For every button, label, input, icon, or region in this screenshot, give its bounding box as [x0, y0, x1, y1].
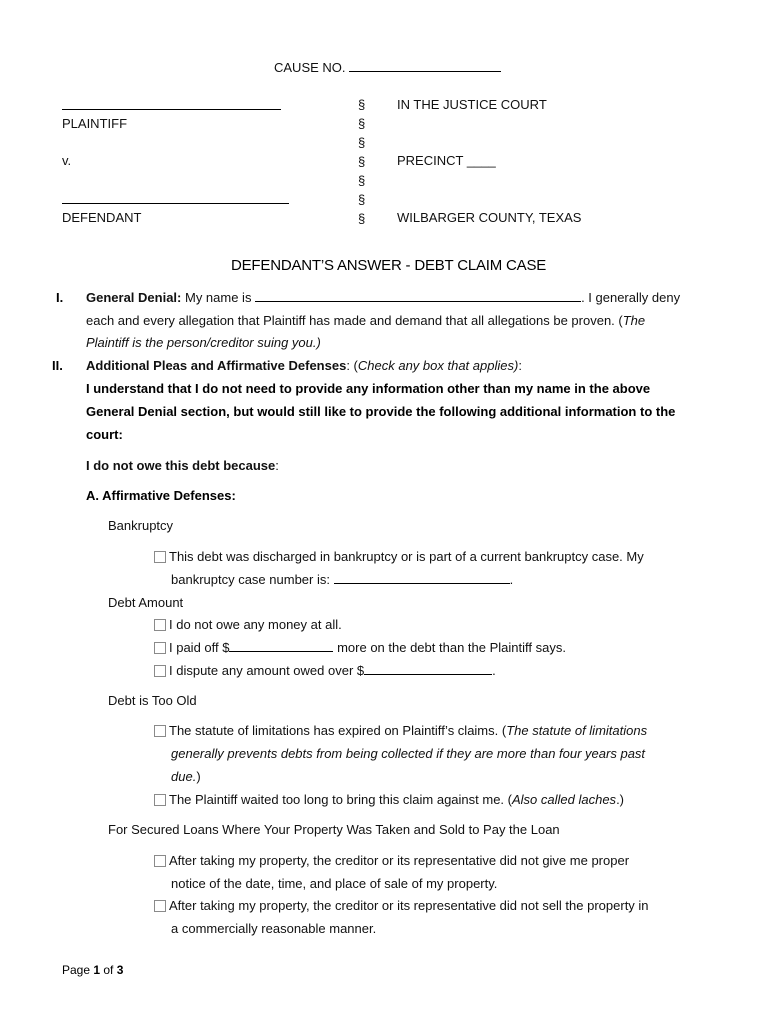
section-mark-2: §	[358, 116, 366, 131]
page-number	[62, 963, 123, 977]
section-2-heading-italic: Check any box that applies)	[357, 358, 519, 373]
statute-line3-close: )	[196, 769, 201, 784]
paid-off-label-a: I paid off $	[169, 640, 230, 655]
section-2-bold-line3: court:	[86, 427, 123, 442]
statute-item-line1	[154, 723, 647, 738]
section-2-heading-line	[86, 358, 522, 373]
bankruptcy-case-label: bankruptcy case number is:	[171, 572, 334, 587]
plaintiff-label: PLAINTIFF	[62, 116, 128, 131]
owe-debt-line	[86, 458, 279, 473]
statute-line3-italic: due.	[171, 769, 197, 784]
plaintiff-name-field[interactable]	[62, 109, 281, 110]
paid-off-label-b: more on the debt than the Plaintiff says.	[333, 640, 566, 655]
dispute-amount-checkbox[interactable]	[154, 665, 166, 677]
section-2-numeral: II.	[52, 358, 63, 373]
debt-amount-item-3	[154, 663, 496, 678]
laches-text-italic: Also called laches	[512, 792, 617, 807]
subsection-a-heading: A. Affirmative Defenses:	[86, 488, 236, 503]
secured-loans-heading: For Secured Loans Where Your Property Was Taken and Sold to Pay the Loan	[108, 822, 560, 837]
cause-number	[274, 60, 501, 75]
debt-amount-item-1	[154, 617, 342, 632]
notice-item-line2: notice of the date, time, and place of sale of my property.	[171, 876, 498, 891]
owe-debt-colon: :	[275, 458, 279, 473]
general-denial-text-a: My name is	[181, 290, 256, 305]
current-page: 1	[93, 963, 101, 977]
too-old-heading: Debt is Too Old	[108, 693, 197, 708]
general-denial-heading: General Denial:	[86, 290, 182, 305]
section-2-bold-line2: General Denial section, but would still like to provide the following additional information to the	[86, 404, 676, 419]
general-denial-line2-text: each and every allegation that Plaintiff has made and demand that all allegations be proven. (	[86, 313, 623, 328]
owe-debt-label: I do not owe this debt because	[86, 458, 276, 473]
sale-text-line1: After taking my property, the creditor or its representative did not sell the property in	[169, 898, 649, 913]
county-line: WILBARGER COUNTY, TEXAS	[397, 210, 582, 225]
notice-item-line1	[154, 853, 629, 868]
statute-text-a: The statute of limitations has expired on Plaintiff’s claims. (	[169, 723, 507, 738]
section-mark-4: §	[358, 154, 366, 169]
owe-nothing-checkbox[interactable]	[154, 619, 166, 631]
section-2-bold-line1: I understand that I do not need to provide any information other than my name in the above	[86, 381, 651, 396]
precinct-line: PRECINCT ____	[397, 153, 496, 168]
laches-checkbox[interactable]	[154, 794, 166, 806]
bankruptcy-checkbox[interactable]	[154, 551, 166, 563]
section-mark-1: §	[358, 97, 366, 112]
section-mark-5: §	[358, 173, 366, 188]
general-denial-text-b: . I generally deny	[581, 290, 681, 305]
sale-item-line2: a commercially reasonable manner.	[171, 921, 377, 936]
general-denial-line3: Plaintiff is the person/creditor suing you.)	[86, 335, 321, 350]
laches-item	[154, 792, 624, 807]
defendant-label: DEFENDANT	[62, 210, 142, 225]
dispute-amount-label-b: .	[492, 663, 496, 678]
section-2-heading: Additional Pleas and Affirmative Defenses	[86, 358, 347, 373]
general-denial-line1	[86, 290, 680, 305]
laches-text-b: .)	[616, 792, 625, 807]
bankruptcy-heading: Bankruptcy	[108, 518, 174, 533]
notice-text-line1: After taking my property, the creditor or its representative did not give me proper	[169, 853, 630, 868]
of-label: of	[100, 963, 117, 977]
general-denial-line2-italic: The	[622, 313, 646, 328]
dispute-amount-field[interactable]	[364, 663, 492, 675]
debt-amount-heading: Debt Amount	[108, 595, 184, 610]
general-denial-line2	[86, 313, 645, 328]
court-name: IN THE JUSTICE COURT	[397, 97, 547, 112]
debt-amount-item-2	[154, 640, 566, 655]
statute-text-italic: The statute of limitations	[506, 723, 648, 738]
page-label: Page	[62, 963, 94, 977]
statute-item-line2: generally prevents debts from being collected if they are more than four years past	[171, 746, 646, 761]
defendant-name-field[interactable]	[62, 203, 289, 204]
bankruptcy-item	[154, 549, 644, 564]
section-2-heading-suffix: : (	[346, 358, 358, 373]
bankruptcy-case-line	[171, 572, 513, 587]
bankruptcy-item-line1: This debt was discharged in bankruptcy or is part of a current bankruptcy case. My	[169, 549, 644, 564]
bankruptcy-case-period: .	[509, 572, 514, 587]
document-title: DEFENDANT’S ANSWER - DEBT CLAIM CASE	[231, 257, 547, 274]
dispute-amount-label-a: I dispute any amount owed over $	[169, 663, 365, 678]
statute-checkbox[interactable]	[154, 725, 166, 737]
section-mark-6: §	[358, 192, 366, 207]
paid-off-amount-field[interactable]	[229, 640, 333, 652]
total-pages: 3	[116, 963, 124, 977]
section-2-heading-colon: :	[518, 358, 522, 373]
section-mark-3: §	[358, 135, 366, 150]
bankruptcy-case-number-field[interactable]	[334, 572, 510, 584]
notice-checkbox[interactable]	[154, 855, 166, 867]
sale-item-line1	[154, 898, 649, 913]
laches-text-a: The Plaintiff waited too long to bring this claim against me. (	[169, 792, 512, 807]
owe-nothing-label: I do not owe any money at all.	[169, 617, 342, 632]
statute-item-line3	[171, 769, 201, 784]
section-1-numeral: I.	[56, 290, 64, 305]
commercial-sale-checkbox[interactable]	[154, 900, 166, 912]
cause-number-label: CAUSE NO.	[274, 60, 350, 75]
versus-label: v.	[62, 153, 72, 168]
paid-off-checkbox[interactable]	[154, 642, 166, 654]
section-mark-7: §	[358, 211, 366, 226]
defendant-name-input[interactable]	[255, 290, 581, 302]
cause-number-field[interactable]	[349, 60, 501, 72]
